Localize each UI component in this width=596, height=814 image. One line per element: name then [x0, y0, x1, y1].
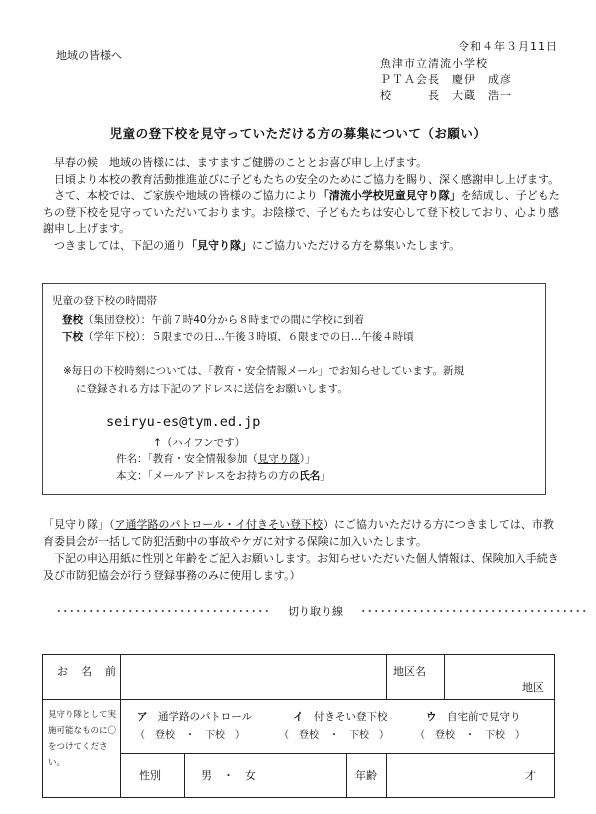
email-address[interactable]: seiryu-es@tym.ed.jp — [106, 414, 261, 430]
subject-keyword: 見守り隊 — [257, 453, 300, 465]
cut-dots-right: ･･･････････････････････････････････ — [360, 605, 588, 618]
schedule-box — [42, 283, 546, 495]
text-run: さて、本校では、ご家族や地域の皆様のご協力により — [54, 189, 318, 202]
text-run: つきましては、下記の通り — [54, 238, 186, 252]
cut-dots-left: ･････････････････････････････････ — [56, 605, 271, 618]
return-row — [62, 329, 414, 344]
hyphen-note: ↑（ハイフンです） — [153, 437, 246, 449]
age-label-cell — [347, 754, 387, 798]
text-run: ）」 — [299, 453, 316, 465]
choice-label-cell — [43, 700, 121, 798]
text-run: 「見守り隊」（ — [43, 518, 115, 531]
text-run: を結成し、子どもたちの登下校を見守っていただいております。お陰様で、子どもたちは安心して登下校しており、心より感謝申し上げます。 — [43, 189, 560, 235]
intro-paragraph-1: 早春の候 地域の皆様には、ますますご健勝のこととお喜び申し上げます。 — [54, 156, 428, 169]
gender-input-cell[interactable] — [185, 754, 347, 798]
insurance-paragraph-2: 下記の申込用紙に性別と年齢をご記入お願いします。お知らせいただいた個人情報は、保険加入手続き及び市防犯協会が行う登録事務のみに使用します。） — [43, 552, 559, 582]
option-i-choice[interactable]: （ 登校 ・ 下校 ） — [279, 730, 389, 741]
document-date: 令和４年３月11日 — [458, 40, 558, 53]
name-label: お 名 前 — [57, 665, 117, 678]
age-input-cell[interactable] — [387, 754, 555, 798]
issuer-pta: ＰＴＡ会長 慶伊 成彦 — [380, 73, 512, 86]
return-time: ：５限までの日…午後３時頃、６限までの日…午後４時頃 — [140, 331, 414, 343]
issuer-block — [380, 56, 512, 104]
commute-paren: （集団登校） — [83, 314, 141, 326]
district-input-cell[interactable] — [445, 655, 555, 700]
option-a-choice[interactable]: （ 登校 ・ 下校 ） — [135, 730, 245, 741]
gender-options[interactable]: 男 ・ 女 — [201, 769, 256, 782]
document-title: 児童の登下校を見守っていただける方の募集について（お願い） — [109, 126, 487, 141]
district-suffix: 地区 — [522, 681, 544, 694]
insurance-text — [43, 516, 563, 584]
age-label: 年齢 — [355, 769, 377, 782]
intro-paragraph-4 — [43, 238, 563, 255]
email-body — [116, 468, 331, 483]
return-paren: （学年下校） — [83, 331, 141, 343]
intro-paragraph-3 — [43, 188, 563, 238]
cut-line-label: 切り取り線 — [288, 605, 343, 618]
activity-options-cell — [121, 700, 555, 754]
option-a-letter: ア — [137, 711, 148, 723]
intro-paragraph-2: 日頃より本校の教育活動推進並びに子どもたちの安全のためにご協力を賜り、深く感謝申し上げます。 — [54, 172, 560, 186]
issuer-principal: 校 長 大蔵 浩一 — [380, 89, 512, 102]
option-u-choice[interactable]: （ 登校 ・ 下校 ） — [415, 730, 525, 741]
text-run: 本文：「メールアドレスをお持ちの方の — [116, 470, 300, 482]
schedule-heading: 児童の登下校の時間帯 — [52, 295, 157, 307]
option-i[interactable] — [293, 709, 388, 724]
commute-time: ：午前７時40分から８時までの間に学校に到着 — [140, 314, 365, 326]
name-bold: 氏名 — [299, 470, 321, 482]
intro-text — [43, 155, 563, 254]
text-run: ）にご協力いただける方につきましては、市教育委員会が一括して防犯活動中の事故やケガに対する保険に加入いたします。 — [43, 518, 554, 548]
option-u-letter: ウ — [426, 711, 437, 723]
option-u[interactable] — [426, 709, 521, 724]
activities-underlined: ア通学路のパトロール・イ付きそい登下校 — [114, 518, 324, 531]
gender-label-cell — [121, 754, 185, 798]
recipient-line: 地域の皆様へ — [56, 49, 122, 62]
note-line-1: ※毎日の下校時刻については、「教育・安全情報メール」でお知らせしています。新規 — [63, 365, 464, 377]
gender-label: 性別 — [139, 769, 161, 782]
cut-line — [56, 603, 588, 619]
district-label: 地区名 — [393, 665, 426, 678]
option-u-text: 自宅前で見守り — [447, 711, 521, 723]
name-label-cell — [43, 655, 121, 700]
commute-label: 登校 — [62, 314, 83, 326]
mimamori-bold: 「見守り隊」 — [186, 238, 252, 252]
option-a-text: 通学路のパトロール — [158, 711, 253, 723]
application-form — [42, 654, 555, 798]
note-line-2: に登録される方は下記のアドレスに送信をお願いします。 — [76, 383, 348, 395]
commute-row — [62, 312, 364, 327]
text-run: 」 — [320, 470, 331, 482]
option-a[interactable] — [137, 709, 252, 724]
insurance-paragraph-1 — [43, 516, 563, 550]
choice-instruction: 見守り隊として実施可能なものに〇をつけてください。 — [48, 710, 117, 768]
age-suffix: 才 — [525, 769, 536, 782]
group-name-bold: 「清流小学校児童見守り隊」 — [317, 189, 461, 202]
return-label: 下校 — [62, 331, 83, 343]
email-subject — [116, 451, 316, 466]
text-run: にご協力いただける方を募集いたします。 — [252, 238, 461, 252]
district-label-cell — [387, 655, 445, 700]
name-input-cell[interactable] — [121, 655, 387, 700]
text-run: 件名：「教育・安全情報参加（ — [116, 453, 258, 465]
option-i-text: 付きそい登下校 — [314, 711, 388, 723]
issuer-school: 魚津市立清流小学校 — [380, 57, 488, 70]
option-i-letter: イ — [293, 711, 304, 723]
